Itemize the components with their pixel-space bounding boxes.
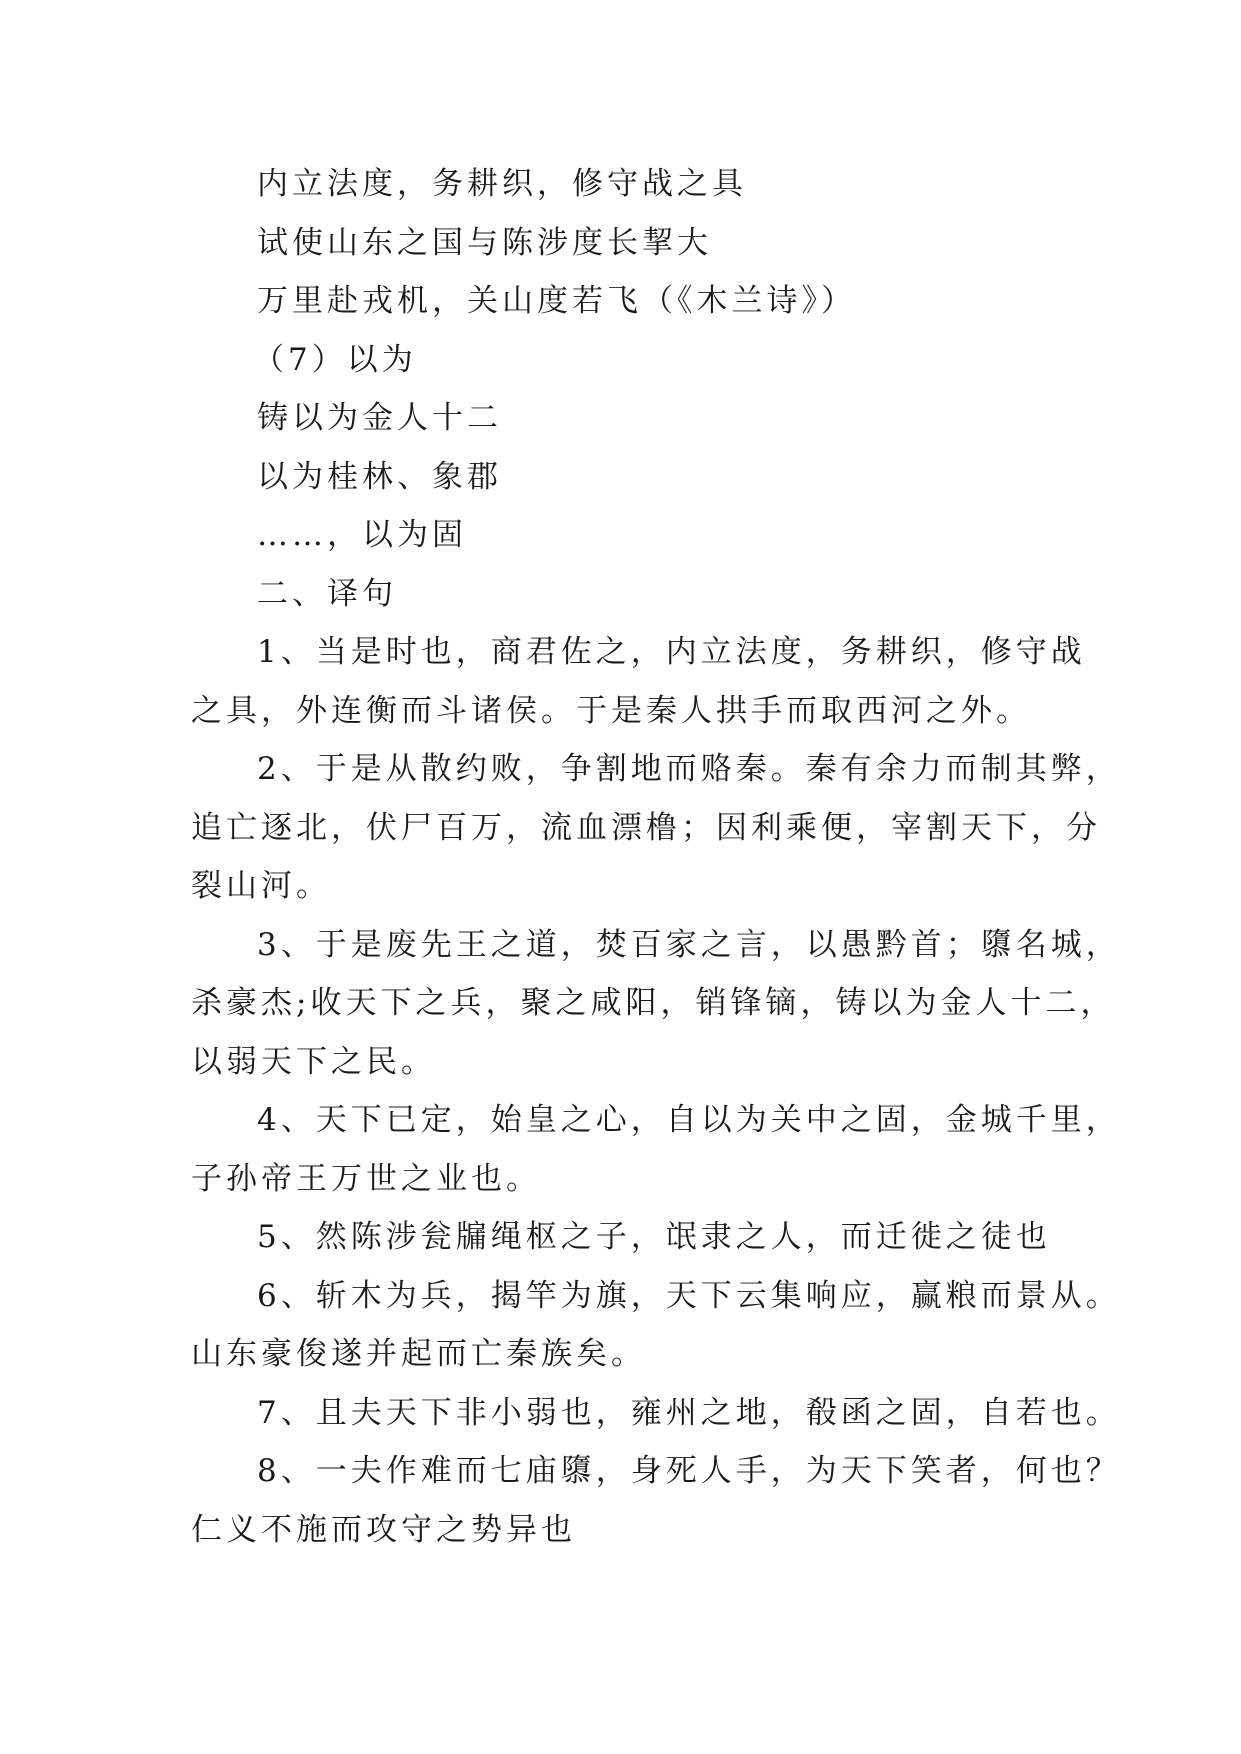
paragraph-2 bbox=[191, 740, 1121, 916]
paragraph-first-line: 3、于是废先王之道，焚百家之言，以愚黔首；隳名城， bbox=[257, 926, 1121, 963]
paragraph-6 bbox=[191, 1267, 1121, 1384]
paragraph-line: 杀豪杰;收天下之兵，聚之咸阳，销锋镝，铸以为金人十二， bbox=[191, 985, 1116, 1021]
section-heading-translation: 二、译句 bbox=[257, 575, 397, 612]
paragraph-first-line: 4、天下已定，始皇之心，自以为关中之固，金城千里， bbox=[257, 1102, 1121, 1138]
text-line: 试使山东之国与陈涉度长挈大 bbox=[257, 224, 712, 261]
paragraph-first-line: 2、于是从散约败，争割地而赂秦。秦有余力而制其弊， bbox=[257, 751, 1121, 787]
paragraph-5 bbox=[191, 1208, 1071, 1267]
paragraph-4 bbox=[191, 1091, 1121, 1208]
paragraph-3 bbox=[191, 916, 1121, 1092]
text-line: 万里赴戎机，关山度若飞（《木兰诗》） bbox=[257, 283, 856, 319]
paragraph-line: 山东豪俊遂并起而亡秦族矣。 bbox=[191, 1336, 646, 1372]
paragraph-first-line: 7、且夫天下非小弱也，雍州之地，殽函之固，自若也。 bbox=[257, 1394, 1121, 1431]
paragraph-7 bbox=[191, 1384, 1121, 1443]
paragraph-line: 追亡逐北，伏尸百万，流血漂橹；因利乘便，宰割天下，分 bbox=[191, 809, 1101, 846]
paragraph-line: 以弱天下之民。 bbox=[191, 1043, 436, 1080]
paragraph-line: 之具，外连衡而斗诸侯。于是秦人拱手而取西河之外。 bbox=[191, 692, 1031, 729]
paragraph-first-line: 6、斩木为兵，揭竿为旗，天下云集响应，赢粮而景从。 bbox=[257, 1277, 1121, 1314]
text-line: 以为桂林、象郡 bbox=[257, 458, 502, 495]
text-line: 内立法度，务耕织，修守战之具 bbox=[257, 166, 747, 202]
paragraph-first-line: 1、当是时也，商君佐之，内立法度，务耕织，修守战 bbox=[257, 634, 1086, 670]
paragraph-first-line: 5、然陈涉瓮牖绳枢之子，氓隶之人，而迁徙之徒也 bbox=[257, 1219, 1051, 1255]
paragraph-first-line: 8、一夫作难而七庙隳，身死人手，为天下笑者，何也？ bbox=[257, 1453, 1121, 1489]
paragraph-line: 仁义不施而攻守之势异也 bbox=[191, 1511, 576, 1548]
text-line: 铸以为金人十二 bbox=[257, 400, 502, 436]
section-heading-yiwei: （7）以为 bbox=[253, 341, 417, 378]
text-line: ……，以为固 bbox=[257, 517, 467, 553]
paragraph-line: 裂山河。 bbox=[191, 868, 331, 904]
document-body bbox=[191, 155, 1121, 1559]
paragraph-line: 子孙帝王万世之业也。 bbox=[191, 1160, 541, 1197]
paragraph-8 bbox=[191, 1442, 1121, 1559]
paragraph-1 bbox=[191, 623, 1086, 740]
